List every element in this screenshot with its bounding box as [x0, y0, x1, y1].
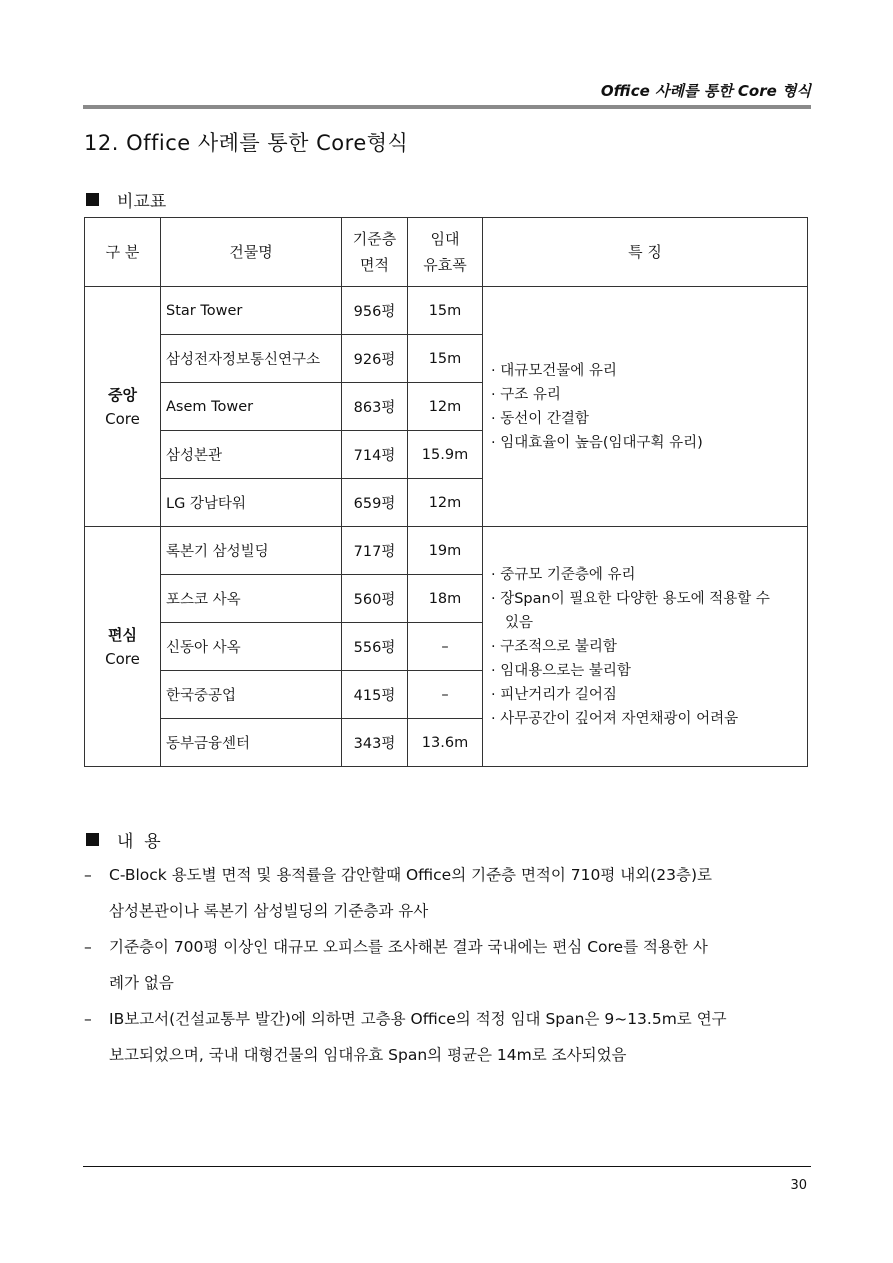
square-bullet-icon	[86, 193, 99, 206]
contents-heading	[86, 827, 161, 852]
feature-line: · 피난거리가 길어짐	[491, 686, 617, 703]
feature-line: · 대규모건물에 유리	[491, 362, 617, 379]
header-floor-area-line1: 기준층	[352, 230, 397, 248]
building-name: LG 강남타워	[161, 479, 342, 527]
building-name: 삼성본관	[161, 431, 342, 479]
header-lease-width	[408, 218, 483, 287]
comparison-heading-label: 비교표	[117, 192, 167, 212]
page-number: 30	[790, 1178, 807, 1193]
building-name: 한국중공업	[161, 671, 342, 719]
dash-bullet: –	[84, 866, 92, 884]
building-name: 동부금융센터	[161, 719, 342, 767]
floor-area: 343평	[342, 719, 408, 767]
floor-area: 659평	[342, 479, 408, 527]
header-lease-width-line1: 임대	[430, 230, 460, 248]
building-name: 록본기 삼성빌딩	[161, 527, 342, 575]
feature-line: · 동선이 간결함	[491, 410, 589, 427]
building-name: 삼성전자정보통신연구소	[161, 335, 342, 383]
list-item-line2: 례가 없음	[109, 974, 174, 992]
square-bullet-icon	[86, 833, 99, 846]
feature-line: · 사무공간이 깊어져 자연채광이 어려움	[491, 710, 739, 727]
dash-bullet: –	[84, 1010, 92, 1028]
list-item-line2: 삼성본관이나 록본기 삼성빌딩의 기준층과 유사	[109, 902, 429, 920]
header-category: 구 분	[85, 218, 161, 287]
table-row	[85, 527, 808, 575]
dash-bullet: –	[84, 938, 92, 956]
building-name: 포스코 사옥	[161, 575, 342, 623]
floor-area: 714평	[342, 431, 408, 479]
contents-list	[84, 857, 814, 1073]
group-name-line2: Core	[105, 409, 140, 428]
list-item-line1: C-Block 용도별 면적 및 용적률을 감안할때 Office의 기준층 면적이 710평 내외(23층)로	[109, 866, 712, 884]
header-lease-width-line2: 유효폭	[423, 256, 467, 274]
lease-width: 13.6m	[408, 719, 483, 767]
lease-width: 19m	[408, 527, 483, 575]
lease-width: –	[408, 671, 483, 719]
building-name: 신동아 사옥	[161, 623, 342, 671]
floor-area: 415평	[342, 671, 408, 719]
footer-rule	[83, 1166, 811, 1167]
building-name: Asem Tower	[161, 383, 342, 431]
feature-line: 있음	[505, 614, 534, 631]
features-central-core	[483, 287, 808, 527]
list-item-line1: IB보고서(건설교통부 발간)에 의하면 고층용 Office의 적정 임대 Span은 9~13.5m로 연구	[109, 1010, 727, 1028]
contents-heading-label: 내 용	[117, 832, 161, 852]
group-name-line1: 편심	[108, 625, 137, 644]
floor-area: 560평	[342, 575, 408, 623]
lease-width: 15m	[408, 287, 483, 335]
group-name-line2: Core	[105, 649, 140, 668]
feature-line: · 구조 유리	[491, 386, 561, 403]
feature-line: · 임대효율이 높음(임대구획 유리)	[491, 434, 703, 451]
group-name-line1: 중앙	[108, 385, 137, 404]
table-row	[85, 287, 808, 335]
feature-line: · 구조적으로 불리함	[491, 638, 617, 655]
lease-width: 12m	[408, 383, 483, 431]
floor-area: 926평	[342, 335, 408, 383]
list-item	[84, 1001, 814, 1073]
features-eccentric-core	[483, 527, 808, 767]
list-item-line2: 보고되었으며, 국내 대형건물의 임대유효 Span의 평균은 14m로 조사되었음	[109, 1046, 627, 1064]
page-title: 12. Office 사례를 통한 Core형식	[84, 131, 409, 155]
floor-area: 863평	[342, 383, 408, 431]
floor-area: 717평	[342, 527, 408, 575]
list-item	[84, 929, 814, 1001]
running-header-title: Office 사례를 통한 Core 형식	[600, 82, 811, 100]
header-floor-area-line2: 면적	[360, 256, 389, 274]
lease-width: 18m	[408, 575, 483, 623]
feature-line: · 임대용으로는 불리함	[491, 662, 631, 679]
header-floor-area	[342, 218, 408, 287]
building-name: Star Tower	[161, 287, 342, 335]
lease-width: –	[408, 623, 483, 671]
feature-line: · 장Span이 필요한 다양한 용도에 적용할 수	[491, 590, 770, 607]
table-header-row	[85, 218, 808, 287]
comparison-table	[84, 217, 808, 767]
lease-width: 15m	[408, 335, 483, 383]
header-building: 건물명	[161, 218, 342, 287]
list-item	[84, 857, 814, 929]
header-rule	[83, 105, 811, 109]
feature-line: · 중규모 기준층에 유리	[491, 566, 636, 583]
floor-area: 556평	[342, 623, 408, 671]
lease-width: 15.9m	[408, 431, 483, 479]
header-features: 특 징	[483, 218, 808, 287]
group-label-eccentric-core	[85, 527, 161, 767]
comparison-table-wrap	[84, 217, 808, 767]
floor-area: 956평	[342, 287, 408, 335]
group-label-central-core	[85, 287, 161, 527]
comparison-heading	[86, 187, 166, 212]
lease-width: 12m	[408, 479, 483, 527]
list-item-line1: 기준층이 700평 이상인 대규모 오피스를 조사해본 결과 국내에는 편심 Core를 적용한 사	[109, 938, 708, 956]
